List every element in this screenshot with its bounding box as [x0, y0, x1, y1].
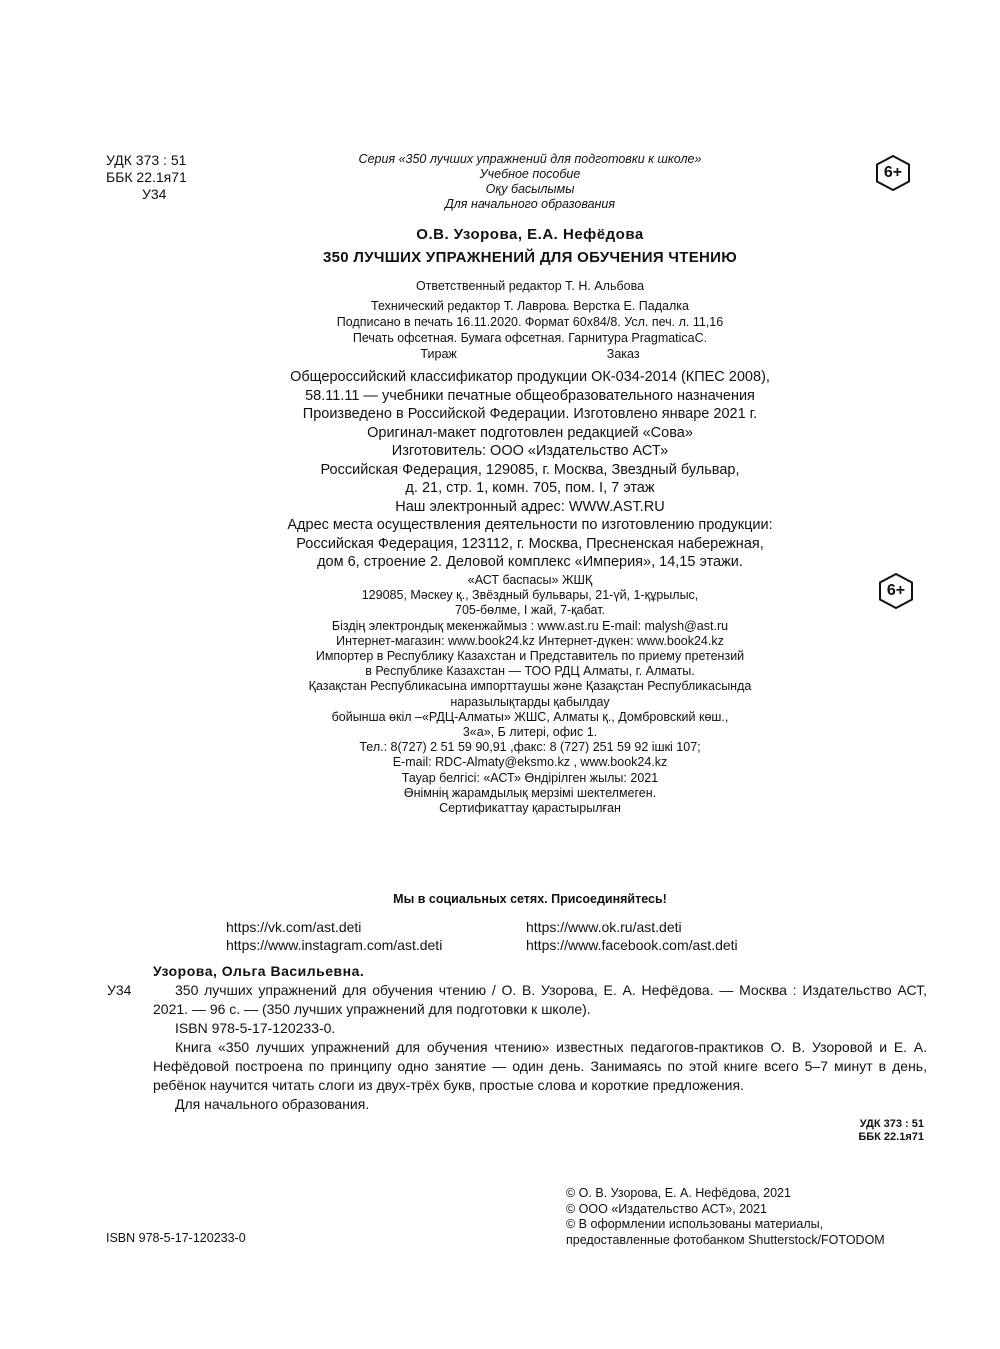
author-mark: У34	[142, 186, 167, 202]
kz-line: Тауар белгісі: «АСТ» Өндірілген жылы: 2021	[401, 770, 659, 785]
tech-line: Печать офсетная. Бумага офсетная. Гарнитура PragmaticaC.	[352, 331, 708, 345]
copyright-line: © ООО «Издательство АСТ», 2021	[566, 1201, 767, 1216]
kz-line: Тел.: 8(727) 2 51 59 90,91 ,факс: 8 (727) 251 59 92 ішкі 107;	[359, 740, 701, 755]
udk-block-top	[106, 152, 187, 203]
age-rating-label: 6+	[883, 164, 903, 181]
age-rating-badge-top	[875, 155, 911, 191]
kz-line: Біздің электрондық мекенжаймыз : www.ast.ru E-mail: malysh@ast.ru	[331, 618, 729, 633]
copyright-line: предоставленные фотобанком Shutterstock/FOTODOM	[566, 1232, 885, 1247]
production-line: Произведено в Российской Федерации. Изготовлено январе 2021 г.	[302, 406, 758, 422]
kz-line: наразылықтарды қабылдау	[450, 694, 610, 709]
production-line: Оригинал-макет подготовлен редакцией «Сова»	[367, 424, 693, 441]
kz-line: в Республике Казахстан — ТОО РДЦ Алматы, г. Алматы.	[365, 664, 695, 679]
biblio-audience: Для начального образования.	[175, 1096, 370, 1112]
kz-line: 129085, Мәскеу қ., Звёздный бульвары, 21-үй, 1-құрылыс,	[361, 588, 699, 603]
kazakhstan-importer-info	[200, 573, 860, 816]
kz-line: Импортер в Республику Казахстан и Представитель по приему претензий	[315, 649, 745, 664]
isbn-number: ISBN 978-5-17-120233-0	[106, 1231, 246, 1245]
bibliographic-record	[107, 962, 927, 1114]
production-line: д. 21, стр. 1, комн. 705, пом. I, 7 этаж	[405, 480, 655, 496]
production-line: Наш электронный адрес: WWW.AST.RU	[395, 498, 665, 515]
copyright-line: © О. В. Узорова, Е. А. Нефёдова, 2021	[566, 1186, 791, 1200]
series-line: Серия «350 лучших упражнений для подготовки к школе»	[358, 152, 702, 166]
tech-line: Подписано в печать 16.11.2020. Формат 60х84/8. Усл. печ. л. 11,16	[336, 315, 724, 329]
series-line: Оқу басылымы	[485, 182, 575, 196]
copyright-block	[566, 1186, 885, 1248]
udk-block-bottom	[858, 1118, 924, 1144]
copyright-line: © В оформлении использованы материалы,	[566, 1217, 824, 1231]
bbk-code: ББК 22.1я71	[106, 169, 187, 185]
kz-line: 705-бөлме, I жай, 7-қабат.	[455, 603, 605, 618]
social-link-instagram[interactable]: https://www.instagram.com/ast.deti	[226, 937, 443, 953]
order-label: Заказ	[606, 347, 640, 361]
biblio-annotation: Книга «350 лучших упражнений для обучения чтению» известных педагогов-практиков О. В. Узоровой и Е. А. Нефёдовой построена по принципу одно занятие — один день. Занимаясь по этой книге всего 5–7 минут в день, ребёнок научится читать слоги из двух-трёх букв, простые слова и короткие предложения.	[153, 1039, 927, 1093]
age-rating-label: 6+	[886, 582, 906, 599]
social-link-facebook[interactable]: https://www.facebook.com/ast.deti	[526, 937, 738, 953]
production-address-line: дом 6, строение 2. Деловой комплекс «Империя», 14,15 этажи.	[317, 554, 743, 570]
production-address-line: Адрес места осуществления деятельности по изготовлению продукции:	[287, 517, 773, 533]
biblio-author: Узорова, Ольга Васильевна.	[153, 963, 365, 979]
book-authors: О.В. Узорова, Е.А. Нефёдова	[416, 226, 644, 243]
series-block	[300, 152, 760, 212]
kz-line: Сертификаттау қарастырылған	[439, 801, 621, 816]
kz-line: Өнімнің жарамдылық мерзімі шектелмеген.	[403, 785, 657, 800]
biblio-entry: 350 лучших упражнений для обучения чтению / О. В. Узорова, Е. А. Нефёдова. — Москва : Издательство АСТ, 2021. — 96 с. — (350 лучших упражнений для подготовки к школе).	[153, 982, 927, 1017]
kz-line: «АСТ баспасы» ЖШҚ	[467, 573, 593, 587]
series-line: Учебное пособие	[479, 167, 581, 181]
udk-code: УДК 373 : 51	[106, 152, 187, 168]
biblio-author-mark: У34	[107, 982, 132, 998]
production-line: Изготовитель: ООО «Издательство АСТ»	[391, 443, 669, 459]
production-line: Общероссийский классификатор продукции ОК-034-2014 (КПЕС 2008),	[290, 369, 770, 385]
series-line: Для начального образования	[444, 197, 616, 211]
social-link-vk[interactable]: https://vk.com/ast.deti	[226, 919, 362, 935]
production-address-line: Российская Федерация, 123112, г. Москва, Пресненская набережная,	[296, 535, 764, 552]
print-run-label: Тираж	[420, 347, 457, 361]
book-title: 350 ЛУЧШИХ УПРАЖНЕНИЙ ДЛЯ ОБУЧЕНИЯ ЧТЕНИЮ	[323, 249, 737, 266]
kz-line: бойынша өкіл –«РДЦ-Алматы» ЖШС, Алматы қ., Домбровский көш.,	[331, 709, 729, 724]
social-link-ok[interactable]: https://www.ok.ru/ast.deti	[526, 919, 682, 935]
udk-code: УДК 373 : 51	[859, 1118, 924, 1130]
production-line: 58.11.11 — учебники печатные общеобразовательного назначения	[305, 387, 755, 404]
responsible-editor: Ответственный редактор Т. Н. Альбова	[415, 279, 645, 293]
production-info	[200, 368, 860, 572]
bbk-code: ББК 22.1я71	[858, 1131, 924, 1143]
kz-line: E-mail: RDC-Almaty@eksmo.kz , www.book24.kz	[392, 755, 668, 770]
social-title: Мы в социальных сетях. Присоединяйтесь!	[393, 892, 667, 906]
biblio-isbn: ISBN 978-5-17-120233-0.	[175, 1020, 336, 1036]
kz-line: Интернет-магазин: www.book24.kz Интернет-дүкен: www.book24.kz	[336, 633, 724, 648]
production-line: Российская Федерация, 129085, г. Москва, Звездный бульвар,	[320, 461, 740, 478]
tech-line: Технический редактор Т. Лаврова. Верстка Е. Падалка	[371, 299, 689, 313]
age-rating-badge-middle	[878, 573, 914, 609]
kz-line: Қазақстан Республикасына импорттаушы және Қазақстан Республикасында	[308, 679, 752, 694]
technical-credits	[260, 278, 800, 362]
kz-line: 3«а», Б литері, офис 1.	[462, 725, 598, 740]
